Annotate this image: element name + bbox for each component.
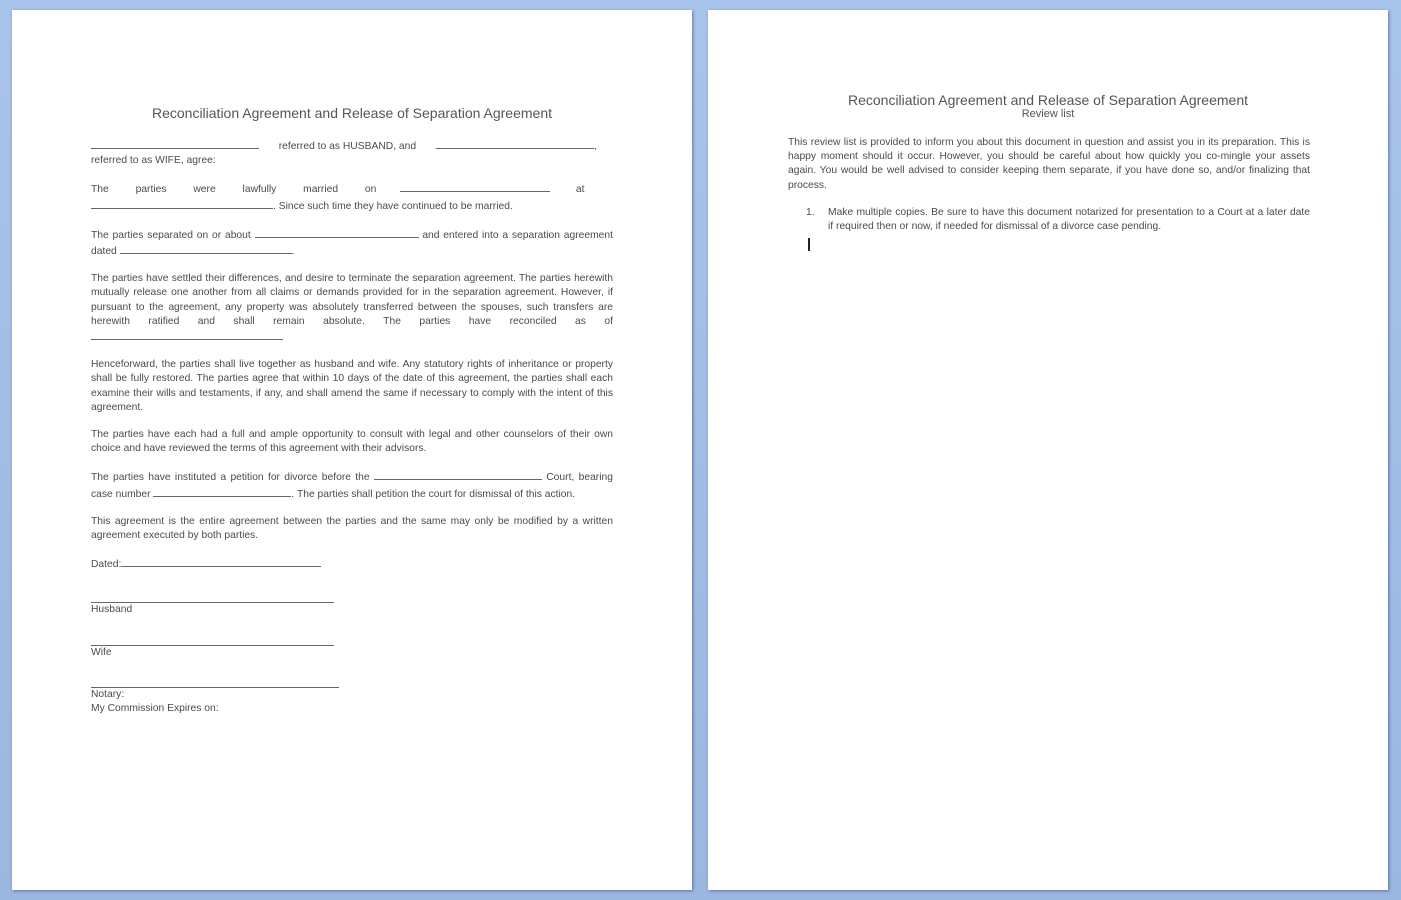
notary-label: Notary:: [91, 688, 125, 700]
dated-label: Dated:: [91, 559, 122, 571]
settled-text: The parties have settled their differences, and desire to terminate the separation agreement. The parties herewith mutually release one another from all claims or demands provided for in the separation agreement. However, if pursuant to the agreement, any property was absolutely transferred between the spouses, such transfers are herewith ratified and shall remain absolute. The parties have reconciled as of: [91, 273, 613, 327]
married-since-text: . Since such time they have continued to be married.: [273, 200, 513, 212]
intro-wife-text: referred to as WIFE, agree:: [91, 155, 216, 167]
list-item-text: Make multiple copies. Be sure to have this document notarized for presentation to a Court at a later date if required then or now, if needed for dismissal of a divorce case pending.: [828, 206, 1310, 233]
document-page-2[interactable]: [708, 10, 1388, 890]
separated-paragraph: The parties separated on or about and entered into a separation agreement dated .: [91, 227, 613, 259]
agreement-date-blank[interactable]: [120, 243, 292, 254]
separation-date-blank[interactable]: [255, 227, 419, 238]
commission-label: My Commission Expires on:: [91, 703, 219, 715]
intro-husband-text: referred to as HUSBAND, and: [278, 141, 417, 152]
dated-row: [91, 556, 613, 572]
court-name-blank[interactable]: [374, 469, 542, 480]
petition-text: The parties have instituted a petition for divorce before the: [91, 472, 370, 484]
reconciled-date-blank[interactable]: [91, 329, 283, 340]
petition-dismissal-text: . The parties shall petition the court for dismissal of this action.: [291, 488, 576, 500]
case-number-blank[interactable]: [153, 486, 291, 497]
document-page-1[interactable]: [12, 10, 692, 890]
married-paragraph: [91, 181, 613, 213]
page-2-subtitle: Review list: [1021, 108, 1075, 120]
petition-case-text: bearing case number: [91, 472, 613, 500]
husband-label: Husband: [91, 604, 133, 616]
list-item: [806, 206, 1310, 234]
settled-paragraph: [91, 272, 613, 345]
review-paragraph: This review list is provided to inform you about this document in question and assist you in its preparation. This is happy moment should it occur. However, you should be careful about how quickly you co-mingle your assets again. You would be well advised to consider keeping them separate, if you have done so, and/or finalizing that process.: [788, 137, 1310, 191]
page-2-title: Reconciliation Agreement and Release of Separation Agreement: [847, 92, 1249, 108]
page-1-title: Reconciliation Agreement and Release of Separation Agreement: [151, 105, 553, 121]
married-at-text: at: [575, 184, 585, 196]
marriage-date-blank[interactable]: [400, 181, 550, 192]
dated-blank[interactable]: [121, 556, 321, 567]
signature-block: [91, 556, 613, 716]
marriage-place-blank[interactable]: [91, 198, 273, 209]
entire-agreement-paragraph: This agreement is the entire agreement between the parties and the same may only be modified by a written agreement executed by both parties.: [91, 515, 613, 542]
page-1-body: [91, 138, 613, 716]
petition-court-text: Court,: [546, 472, 575, 484]
page-2-body: [788, 136, 1310, 256]
list-item-number: 1.: [806, 206, 815, 218]
wife-signature-line[interactable]: [91, 631, 334, 646]
intro-paragraph: referred to as HUSBAND, and , referred to as WIFE, agree:: [91, 138, 613, 168]
notary-signature-line[interactable]: [91, 673, 339, 688]
wife-label: Wife: [91, 646, 112, 658]
separated-text: The parties separated on or about: [91, 229, 251, 241]
husband-name-blank[interactable]: [91, 138, 259, 149]
husband-signature-line[interactable]: [91, 588, 334, 603]
counsel-paragraph: The parties have each had a full and ample opportunity to consult with legal and other counselors of their own choice and have reviewed the terms of this agreement with their advisors.: [91, 429, 613, 455]
wife-name-blank[interactable]: [436, 138, 594, 149]
separated-agreement-text: and entered into a separation agreement dated: [91, 229, 613, 258]
text-cursor: [808, 238, 810, 251]
married-text: The parties were lawfully married on: [91, 184, 377, 196]
petition-paragraph: [91, 469, 613, 501]
henceforward-paragraph: Henceforward, the parties shall live together as husband and wife. Any statutory rights of inheritance or property shall be fully restored. The parties agree that within 10 days of the date of this agreement, the parties shall each examine their wills and testaments, if any, and shall amend the same if necessary to comply with the intent of this agreement.: [91, 359, 613, 413]
